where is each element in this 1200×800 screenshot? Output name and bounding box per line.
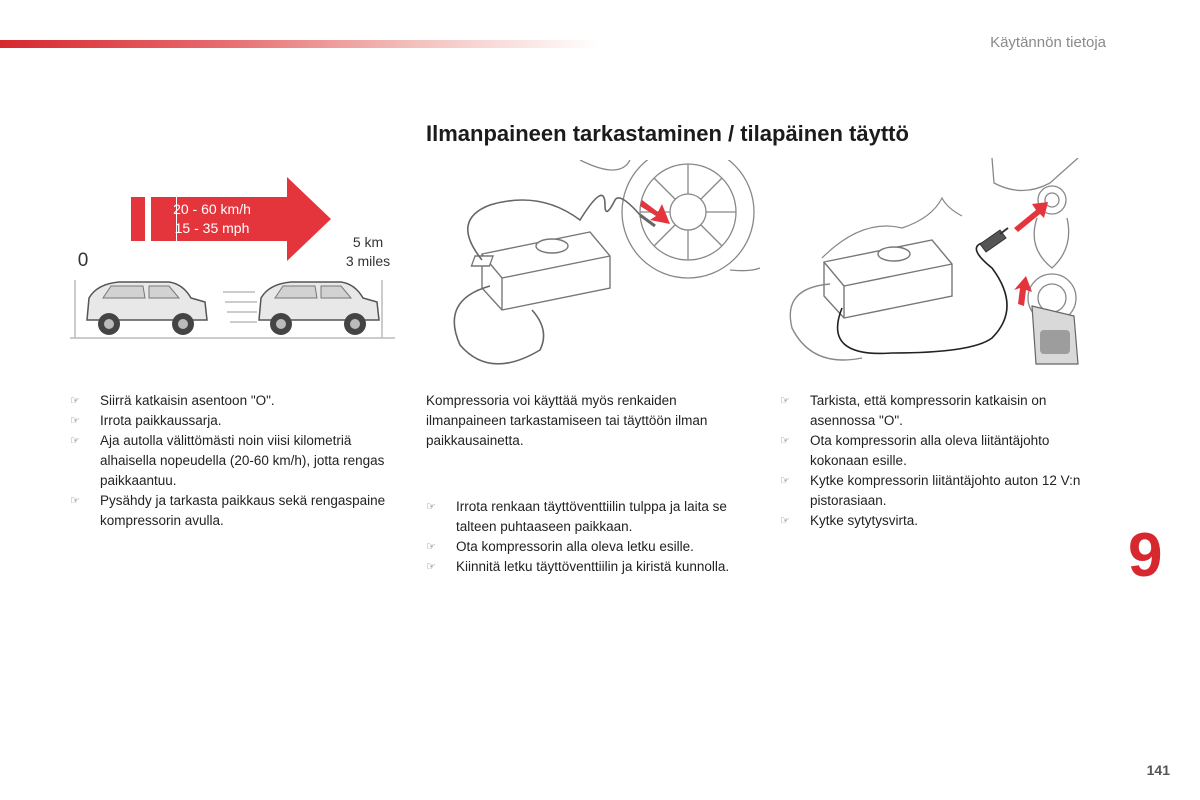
step-text: Irrota renkaan täyttöventtiilin tulppa ja laita se talteen puhtaaseen paikkaan.	[456, 499, 727, 534]
red-arrow-icon	[131, 177, 331, 261]
step-text: Kiinnitä letku täyttöventtiilin ja kiristä kunnolla.	[456, 559, 730, 574]
distance-miles-label: 3 miles	[345, 253, 391, 269]
list-item	[780, 471, 1100, 511]
key-icon	[1032, 306, 1078, 364]
step-text: Kytke sytytysvirta.	[810, 513, 919, 528]
list-item	[70, 411, 400, 431]
list-item	[70, 391, 400, 411]
motion-lines	[223, 292, 257, 322]
step-text: Siirrä katkaisin asentoon "O".	[100, 393, 275, 408]
list-item	[426, 557, 756, 577]
dashboard-socket-icon	[992, 158, 1078, 322]
section-header: Käytännön tietoja	[990, 34, 1106, 51]
page-number: 141	[1146, 762, 1170, 778]
step-list	[780, 391, 1100, 531]
pointing-hand-icon: ☞	[780, 475, 790, 487]
speed-distance-figure	[65, 170, 400, 350]
list-item	[426, 497, 756, 537]
pointing-hand-icon: ☞	[780, 435, 790, 447]
pointing-hand-icon: ☞	[780, 395, 790, 407]
page-title: Ilmanpaineen tarkastaminen / tilapäinen täyttö	[426, 121, 909, 146]
compressor-icon	[471, 232, 610, 310]
instructions-column-2	[426, 391, 756, 577]
pointing-hand-icon: ☞	[426, 561, 436, 573]
intro-paragraph: Kompressoria voi käyttää myös renkaiden ilmanpaineen tarkastamiseen tai täyttöön ilman paikkausainetta.	[426, 393, 708, 448]
step-text: Ota kompressorin alla oleva letku esille.	[456, 539, 694, 554]
compressor-tyre-figure	[430, 160, 765, 372]
list-item	[780, 431, 1100, 471]
step-text: Aja autolla välittömästi noin viisi kilometriä alhaisella nopeudella (20-60 km/h), jotta rengas paikkaantuu.	[100, 433, 385, 488]
start-label: 0	[77, 250, 89, 271]
list-item	[70, 491, 400, 531]
speed-mph-label: 15 - 35 mph	[174, 220, 250, 236]
compressor-socket-figure	[782, 158, 1112, 370]
pointing-hand-icon: ☞	[70, 395, 80, 407]
step-list	[426, 497, 756, 577]
moving-car-icon	[259, 282, 379, 335]
pointing-hand-icon: ☞	[70, 415, 80, 427]
chapter-number: 9	[1128, 521, 1163, 590]
header-accent-bar	[0, 40, 600, 48]
car-icon	[87, 282, 207, 335]
pointing-hand-icon: ☞	[70, 435, 80, 447]
distance-km-label: 5 km	[352, 234, 384, 250]
pointing-hand-icon: ☞	[780, 515, 790, 527]
list-item	[70, 431, 400, 491]
speed-kmh-label: 20 - 60 km/h	[173, 201, 251, 217]
red-arrow-icon	[1014, 202, 1048, 306]
step-text: Tarkista, että kompressorin katkaisin on asennossa "O".	[810, 393, 1047, 428]
step-text: Kytke kompressorin liitäntäjohto auton 12 V:n pistorasiaan.	[810, 473, 1081, 508]
step-text: Ota kompressorin alla oleva liitäntäjohto kokonaan esille.	[810, 433, 1050, 468]
pointing-hand-icon: ☞	[70, 495, 80, 507]
instructions-column-1	[70, 391, 400, 531]
list-item	[780, 511, 1100, 531]
pointing-hand-icon: ☞	[426, 501, 436, 513]
step-text: Irrota paikkaussarja.	[100, 413, 222, 428]
pointing-hand-icon: ☞	[426, 541, 436, 553]
list-item	[426, 537, 756, 557]
plug-icon	[980, 228, 1008, 252]
step-list	[70, 391, 400, 531]
instructions-column-3	[780, 391, 1100, 531]
list-item	[780, 391, 1100, 431]
compressor-icon	[824, 240, 952, 318]
step-text: Pysähdy ja tarkasta paikkaus sekä rengaspaine kompressorin avulla.	[100, 493, 386, 528]
